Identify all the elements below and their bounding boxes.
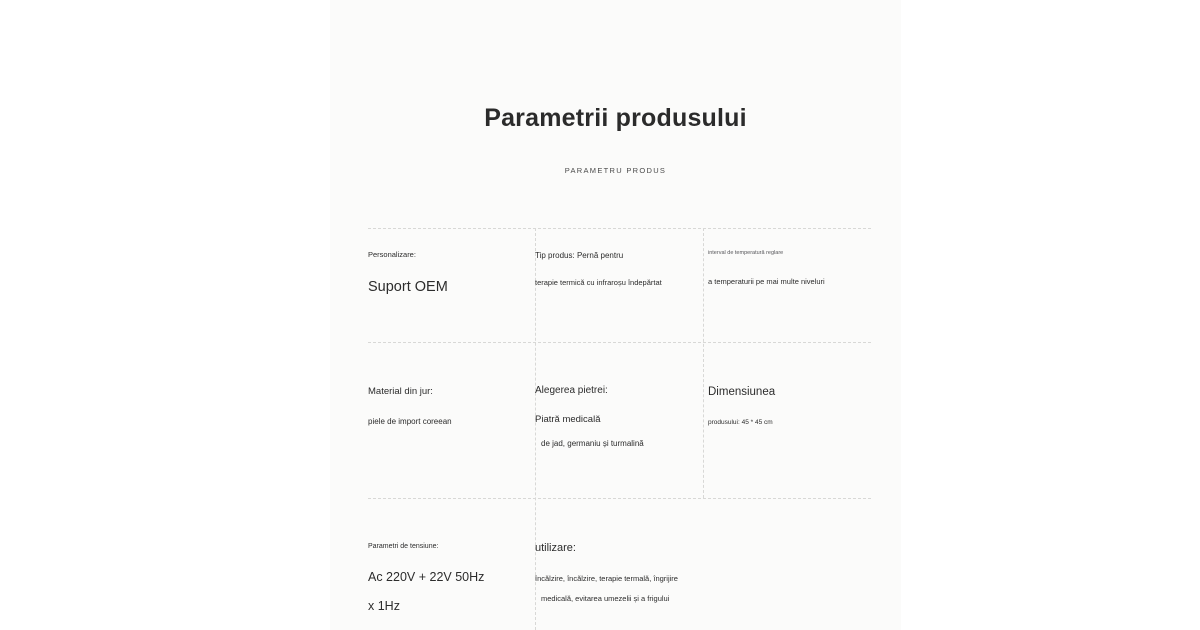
parameter-grid (368, 228, 871, 630)
parameter-label: interval de temperatură reglare (708, 250, 784, 256)
parameter-cell-product-type (535, 250, 695, 288)
parameter-value-secondary: x 1Hz (368, 598, 400, 613)
parameter-value: încălzire, încălzire, terapie termală, îngrijire (535, 573, 678, 583)
parameter-value: terapie termică cu infraroșu îndepărtat (535, 277, 662, 287)
parameter-label: Dimensiunea (708, 386, 776, 398)
parameter-value: a temperaturii pe mai multe niveluri (708, 276, 825, 286)
page-title: Parametrii produsului (484, 104, 747, 132)
parameter-label: Alegerea pietrei: (535, 385, 608, 396)
grid-divider-row1 (368, 342, 871, 343)
page-subtitle: PARAMETRU PRODUS (564, 166, 667, 175)
product-parameter-sheet (330, 0, 901, 630)
grid-divider-row2 (368, 498, 871, 499)
parameter-value: Piatră medicală (535, 413, 601, 425)
parameter-value-secondary: de jad, germaniu și turmalină (541, 438, 644, 448)
parameter-cell-stone-choice (535, 384, 700, 458)
parameter-cell-temperature-range (708, 250, 868, 287)
parameter-value: Ac 220V + 22V 50Hz (368, 570, 485, 585)
grid-divider-col2 (703, 228, 704, 498)
parameter-cell-usage (535, 541, 715, 612)
parameter-value-secondary: medicală, evitarea umezelii și a frigului (541, 594, 670, 604)
parameter-value: produsului: 45 * 45 cm (708, 418, 773, 426)
parameter-value: piele de import coreean (368, 416, 452, 426)
parameter-label: utilizare: (535, 542, 576, 554)
parameter-cell-voltage (368, 542, 528, 628)
parameter-cell-surrounding-material (368, 385, 528, 428)
parameter-value: Suport OEM (368, 278, 448, 295)
parameter-cell-dimensions (708, 384, 868, 427)
parameter-label: Personalizare: (368, 250, 416, 259)
parameter-label: Tip produs: Pernă pentru (535, 251, 624, 260)
parameter-label: Material din jur: (368, 386, 433, 397)
parameter-label: Parametri de tensiune: (368, 543, 439, 550)
grid-divider-top (368, 228, 871, 229)
parameter-cell-customization (368, 250, 528, 299)
